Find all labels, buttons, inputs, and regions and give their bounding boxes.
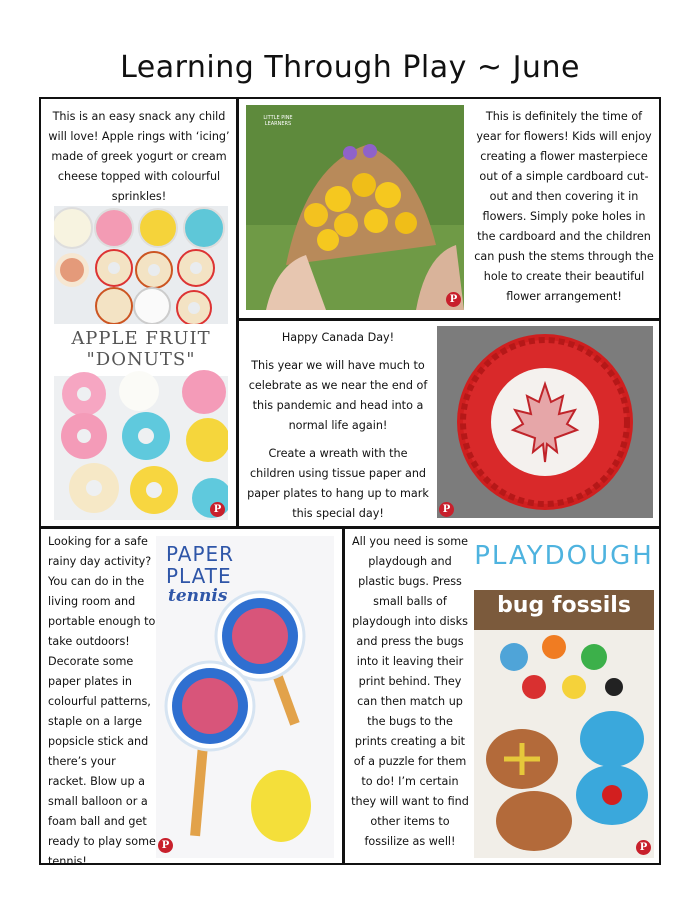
tennis-title-line1: PAPER — [166, 542, 235, 566]
pinterest-icon[interactable]: P — [636, 840, 651, 855]
divider — [236, 318, 661, 321]
fossils-title-line1: PLAYDOUGH — [474, 541, 654, 571]
bug-fossils-image — [474, 537, 654, 858]
pinterest-icon[interactable]: P — [210, 502, 225, 517]
pinterest-icon[interactable]: P — [158, 838, 173, 853]
canada-heading: Happy Canada Day! — [281, 331, 395, 344]
canada-wreath-image — [437, 326, 653, 518]
flower-craft-image — [246, 105, 464, 310]
flowers-description: This is definitely the time of year for flowers! Kids will enjoy creating a flower masterpiece out of a simple cardboard cut-out and then covering it in flowers. Simply poke holes in the cardboard and the children can push the stems through the hole to create their beautiful flower arrangement! — [474, 110, 654, 303]
apple-donuts-image — [54, 206, 228, 520]
page-title: Learning Through Play ~ June — [120, 50, 580, 85]
apple-caption-line2: "DONUTS" — [86, 349, 196, 370]
divider — [236, 97, 239, 528]
pinterest-icon[interactable]: P — [446, 292, 461, 307]
flower-watermark: LITTLE PINE LEARNERS — [263, 115, 293, 127]
tennis-description: Looking for a safe rainy day activity? You can do in the living room and portable enough to take outdoors! Decorate some paper plates in colourful patterns, staple on a large popsicle stick and there’s your racket. Blow up a small balloon or a foam ball and get ready to play some tennis! — [48, 535, 156, 868]
fossils-description: All you need is some playdough and plastic bugs. Press small balls of playdough into disks and press the bugs into it leaving their print behind. They can then match up the bugs to the prints creating a bit of a puzzle for them to do! I’m certain they will want to find other items to fossilize as well! — [351, 535, 469, 848]
paper-plate-tennis-image — [156, 536, 334, 858]
apple-description: This is an easy snack any child will love! Apple rings with ‘icing’ made of greek yogurt or cream cheese topped with colourful sprinkles! — [48, 110, 230, 203]
apple-caption-line1: APPLE FRUIT — [71, 328, 211, 349]
canada-paragraph-1: This year we will have much to celebrate as we near the end of this pandemic and head into a normal life again! — [248, 359, 428, 432]
divider — [342, 526, 345, 865]
canada-description — [246, 328, 430, 532]
tennis-title-line2: PLATE — [166, 564, 232, 588]
canada-paragraph-2: Create a wreath with the children using tissue paper and paper plates to hang up to mark this special day! — [247, 447, 429, 520]
fossils-title-line2: bug fossils — [497, 593, 631, 618]
pinterest-icon[interactable]: P — [439, 502, 454, 517]
tennis-title-line3: tennis — [168, 586, 228, 606]
